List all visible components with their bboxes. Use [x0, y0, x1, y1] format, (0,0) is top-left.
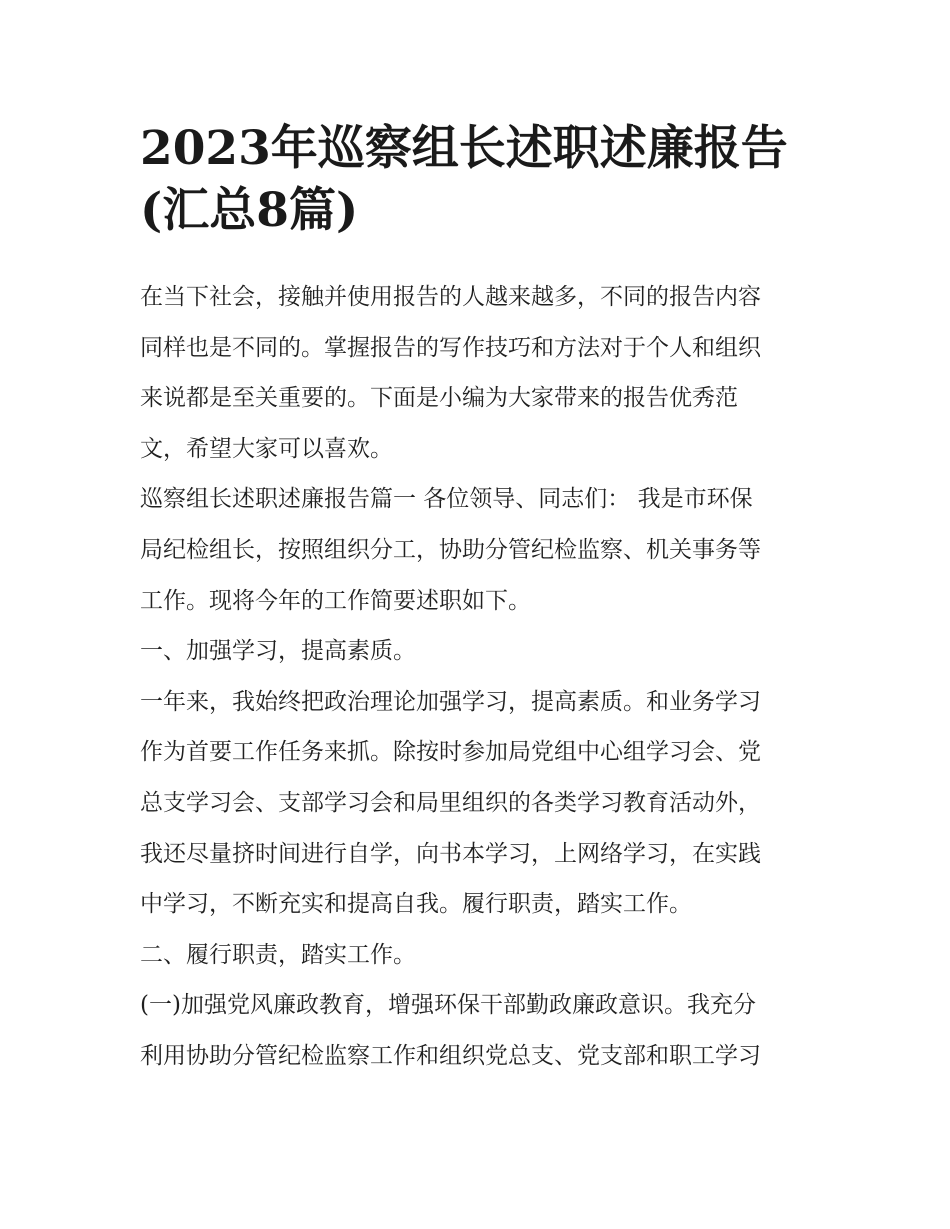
section-heading-1: [140, 626, 814, 677]
text-line: 中学习，不断充实和提高自我。履行职责，踏实工作。: [140, 891, 692, 918]
education-paragraph: [140, 980, 814, 1081]
text-line: 在当下社会，接触并使用报告的人越来越多，不同的报告内容: [140, 284, 761, 310]
text-line: 一、加强学习，提高素质。: [140, 638, 416, 665]
section-heading-2: [140, 930, 814, 981]
text-line: 同样也是不同的。掌握报告的写作技巧和方法对于个人和组织: [140, 334, 761, 361]
text-line: 工作。现将今年的工作简要述职如下。: [140, 587, 531, 614]
text-line: 利用协助分管纪检监察工作和组织党总支、党支部和职工学习: [140, 1042, 761, 1069]
text-line: (一)加强党风廉政教育，增强环保干部勤政廉政意识。我充分: [140, 992, 756, 1019]
text-line: 总支学习会、支部学习会和局里组织的各类学习教育活动外，: [140, 789, 761, 816]
intro-paragraph: [140, 272, 814, 474]
text-line: 我还尽量挤时间进行自学，向书本学习，上网络学习，在实践: [140, 840, 761, 867]
document-title: [140, 118, 820, 242]
study-paragraph: [140, 677, 814, 930]
title-line-1: 2023年巡察组长述职述廉报告: [140, 121, 788, 176]
text-line: 文，希望大家可以喜欢。: [140, 435, 393, 462]
text-line: 二、履行职责，踏实工作。: [140, 941, 416, 968]
text-line: 局纪检组长，按照组织分工，协助分管纪检监察、机关事务等: [140, 536, 761, 563]
text-line: 巡察组长述职述廉报告篇一 各位领导、同志们： 我是市环保: [140, 486, 753, 513]
document-body: [140, 272, 814, 1082]
title-line-2: (汇总8篇): [140, 183, 359, 238]
report-opening-paragraph: [140, 474, 814, 626]
text-line: 一年来，我始终把政治理论加强学习，提高素质。和业务学习: [140, 688, 761, 715]
text-line: 作为首要工作任务来抓。除按时参加局党组中心组学习会、党: [140, 739, 761, 766]
text-line: 来说都是至关重要的。下面是小编为大家带来的报告优秀范: [140, 385, 738, 412]
